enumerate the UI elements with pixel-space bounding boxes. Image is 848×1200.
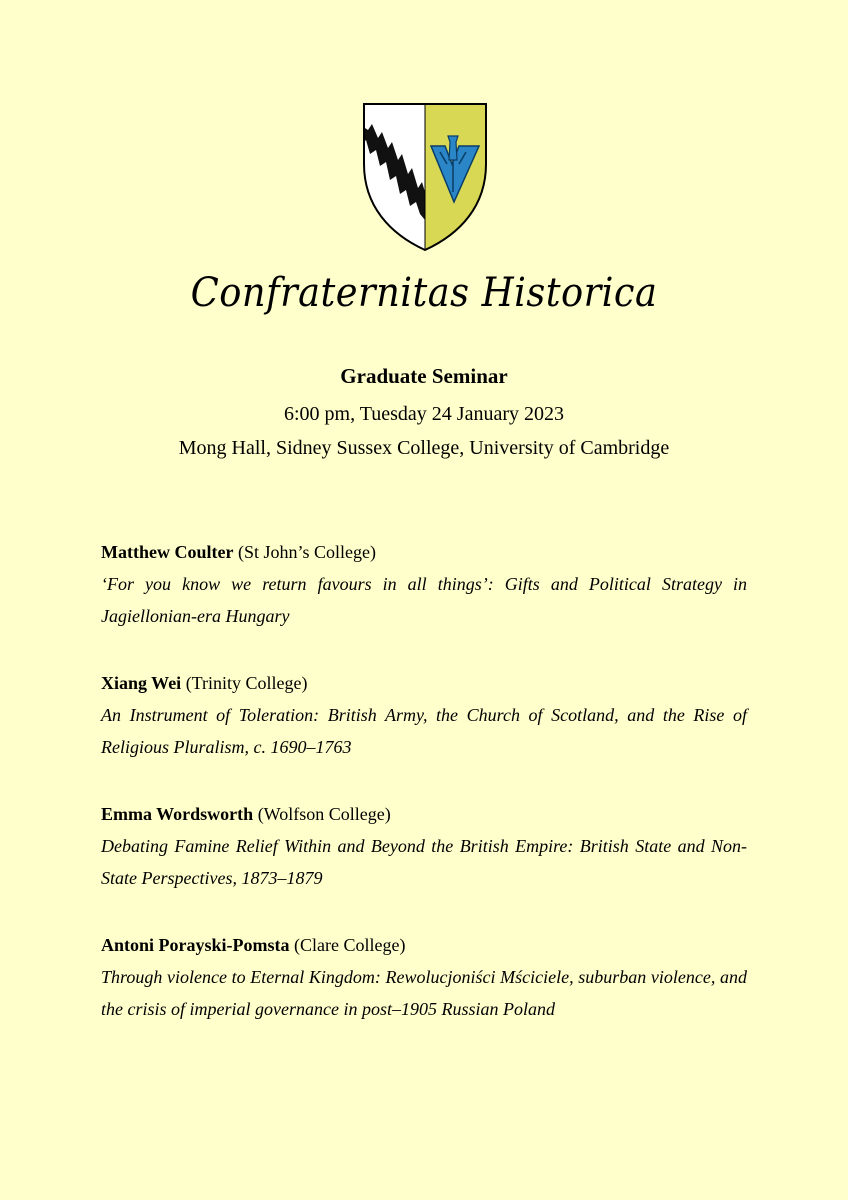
speaker-entry bbox=[101, 929, 747, 1025]
speaker-entry bbox=[101, 798, 747, 894]
speaker-heading bbox=[101, 667, 747, 699]
speaker-name: Matthew Coulter bbox=[101, 542, 234, 562]
speaker-college: (Trinity College) bbox=[185, 673, 308, 693]
talk-title: Debating Famine Relief Within and Beyond the British Empire: British State and Non-State Perspectives, 1873–1879 bbox=[101, 836, 747, 888]
speaker-heading bbox=[101, 929, 747, 961]
speaker-college: (St John’s College) bbox=[237, 542, 376, 562]
crest-porcupine-figure bbox=[448, 136, 458, 160]
speaker-college: (Wolfson College) bbox=[257, 804, 391, 824]
talk-title: Through violence to Eternal Kingdom: Rewolucjoniści Mściciele, suburban violence, and the crisis of imperial governance in post–1905 Russian Poland bbox=[101, 967, 747, 1019]
seminar-title: Graduate Seminar bbox=[340, 364, 508, 388]
speaker-name: Antoni Porayski-Pomsta bbox=[101, 935, 290, 955]
speaker-list bbox=[101, 536, 747, 1060]
seminar-time: 6:00 pm, Tuesday 24 January 2023 bbox=[284, 403, 564, 425]
society-name: Confraternitas Historica bbox=[190, 270, 658, 316]
college-crest-shield bbox=[362, 102, 488, 252]
speaker-heading bbox=[101, 798, 747, 830]
speaker-heading bbox=[101, 536, 747, 568]
speaker-name: Emma Wordsworth bbox=[101, 804, 254, 824]
speaker-entry bbox=[101, 667, 747, 763]
talk-title: ‘For you know we return favours in all things’: Gifts and Political Strategy in Jagiellonian-era Hungary bbox=[101, 574, 747, 626]
speaker-college: (Clare College) bbox=[294, 935, 406, 955]
talk-title: An Instrument of Toleration: British Army, the Church of Scotland, and the Rise of Religious Pluralism, c. 1690–1763 bbox=[101, 705, 747, 757]
speaker-entry bbox=[101, 536, 747, 632]
speaker-name: Xiang Wei bbox=[101, 673, 182, 693]
seminar-venue: Mong Hall, Sidney Sussex College, University of Cambridge bbox=[178, 437, 670, 459]
